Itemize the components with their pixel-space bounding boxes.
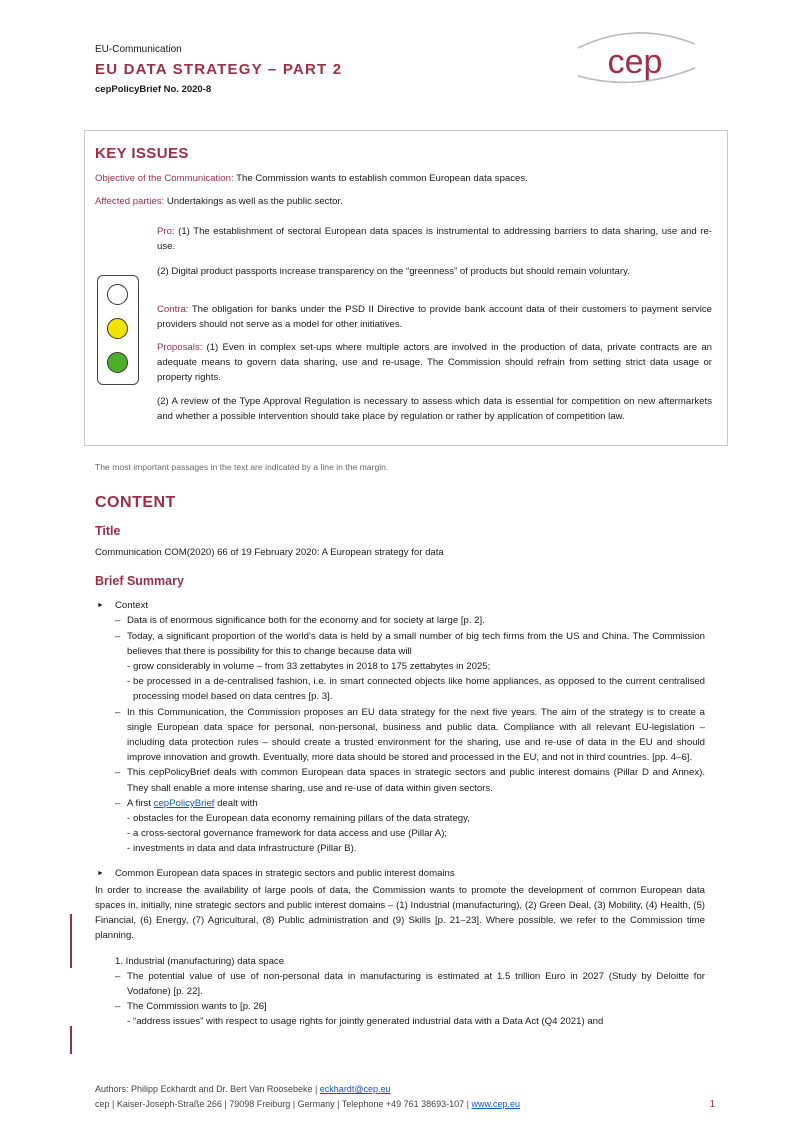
data-spaces-block <box>95 866 705 1030</box>
document-title: EU DATA STRATEGY – PART 2 <box>95 61 343 78</box>
lamp-yellow <box>107 318 128 339</box>
address-line: cep | Kaiser-Joseph-Straße 266 | 79098 Freiburg | Germany | Telephone +49 761 38693-107 | www.cep.eu <box>95 1099 521 1109</box>
title-heading: Title <box>95 524 121 538</box>
contra: Contra: The obligation for banks under the PSD II Directive to provide bank account data of their customers to payment service providers should not serve as a model for other initiatives. <box>157 304 712 330</box>
brief-number: cepPolicyBrief No. 2020-8 <box>95 84 212 95</box>
data-spaces-bullet: ► Common European data spaces in strategic sectors and public interest domains <box>95 866 705 881</box>
list-subitem: - be processed in a de-centralised fashion, i.e. in smart connected objects like home appliances, as opposed to the current centralised processing model based on data centres [p. 3]. <box>127 676 705 703</box>
list-subitem: - investments in data and data infrastructure (Pillar B). <box>127 843 357 855</box>
cep-logo-graphic <box>570 28 700 88</box>
list-item: – This cepPolicyBrief deals with common European data spaces in strategic sectors and public interest domains (Pillar D and Annex). They shall enable a more intense sharing, use and re-use of data within given sectors. <box>115 767 705 794</box>
affected-label: Affected parties: <box>95 196 165 207</box>
authors-line: Authors: Philipp Eckhardt and Dr. Bert Van Roosebeke | eckhardt@cep.eu <box>95 1084 391 1094</box>
proposals-1: Proposals: (1) Even in complex set-ups where multiple actors are involved in the production of data, private contracts are an adequate means to govern data sharing, use and re-usage. The Commission should refrain from setting strict data usage or property rights. <box>157 342 712 383</box>
list-subitem: - “address issues” with respect to usage rights for jointly generated industrial data with a Data Act (Q4 2021) and <box>127 1016 604 1028</box>
content-section <box>95 494 705 1030</box>
pro-1: Pro: (1) The establishment of sectoral European data spaces is instrumental to addressing barriers to data sharing, use and re-use. <box>157 226 712 252</box>
proposals-label: Proposals: <box>157 342 203 353</box>
page-footer <box>95 1082 715 1112</box>
contra-label: Contra: <box>157 304 189 315</box>
lamp-red-off <box>107 284 128 305</box>
list-subitem: - obstacles for the European data economy remaining pillars of the data strategy, <box>127 813 470 825</box>
objective-line <box>95 172 715 186</box>
list-item: – The Commission wants to [p. 26] <box>115 1001 267 1013</box>
list-subitem: - a cross-sectoral governance framework for data access and use (Pillar A); <box>127 828 448 840</box>
list-item: – In this Communication, the Commission proposes an EU data strategy for the next five years. The aim of the strategy is to create a single European data space for personal, non-personal, business and public data. Compliance with all relevant EU-legislation – including data protection rules – should create a trusted environment for the sharing, use and re-use of data in the EU and should improve innovation and growth. Eventually, more data should be stored and processed in the EU, and not in third countries. [pp. 4–6]. <box>115 706 705 764</box>
pro-label: Pro: <box>157 226 175 237</box>
list-item: – Today, a significant proportion of the world’s data is held by a small number of big tech firms from the US and China. The Commission believes that there is possibility for this to change because data will <box>115 630 705 657</box>
summary-heading: Brief Summary <box>95 574 184 589</box>
margin-note: The most important passages in the text are indicated by a line in the margin. <box>95 462 389 472</box>
list-item: – Data is of enormous significance both for the economy and for society at large [p. 2]. <box>115 615 485 627</box>
objective-text: The Commission wants to establish common European data spaces. <box>233 173 528 184</box>
margin-indicator <box>70 914 72 968</box>
key-issues-box <box>84 130 728 446</box>
affected-text: Undertakings as well as the public sector. <box>164 196 343 207</box>
context-bullet: ► Context <box>95 598 705 613</box>
list-subitem: - grow considerably in volume – from 33 zettabytes in 2018 to 175 zettabytes in 2025; <box>127 661 491 673</box>
affected-line <box>95 195 715 209</box>
title-text: Communication COM(2020) 66 of 19 February 2020: A European strategy for data <box>95 547 444 558</box>
author-email-link[interactable]: eckhardt@cep.eu <box>319 1084 391 1094</box>
lamp-green <box>107 352 128 373</box>
content-heading: CONTENT <box>95 494 176 511</box>
document-type: EU-Communication <box>95 44 182 55</box>
cep-logo <box>570 28 700 88</box>
list-item: – A first cepPolicyBrief dealt with <box>115 797 258 809</box>
proposals-2: (2) A review of the Type Approval Regulation is necessary to assess which data is essential for competition on new aftermarkets and whether a possible intervention should take place by regulation or rather by application of competition law. <box>157 396 712 422</box>
pro-2: (2) Digital product passports increase transparency on the “greenness” of products but should remain voluntary. <box>157 266 630 277</box>
page-number: 1 <box>709 1099 715 1110</box>
policy-brief-link[interactable]: cepPolicyBrief <box>153 797 215 809</box>
key-issues-heading: KEY ISSUES <box>95 145 189 162</box>
data-spaces-text: In order to increase the availability of large pools of data, the Commission wants to promote the development of common European data spaces in, initially, nine strategic sectors and public interest domains – (1) Industrial (manufacturing), (2) Green Deal, (3) Mobility, (4) Health, (5) Financial, (6) Energy, (7) Agricultural, (8) Public administration and (9) Skills [p. 21–23]. Where possible, we refer to the Commission time planning. <box>95 884 705 942</box>
list-item: – The potential value of use of non-personal data in manufacturing is estimated at 1.5 trillion Euro in 2027 (Study by Deloitte for Vodafone) [p. 22]. <box>115 970 705 998</box>
logo-text: cep <box>607 43 663 81</box>
objective-label: Objective of the Communication: <box>95 173 234 184</box>
margin-indicator <box>70 1026 72 1054</box>
website-link[interactable]: www.cep.eu <box>471 1099 521 1109</box>
traffic-light-icon <box>97 275 139 385</box>
context-block <box>95 598 705 856</box>
industrial-heading: 1. Industrial (manufacturing) data space <box>115 955 285 967</box>
